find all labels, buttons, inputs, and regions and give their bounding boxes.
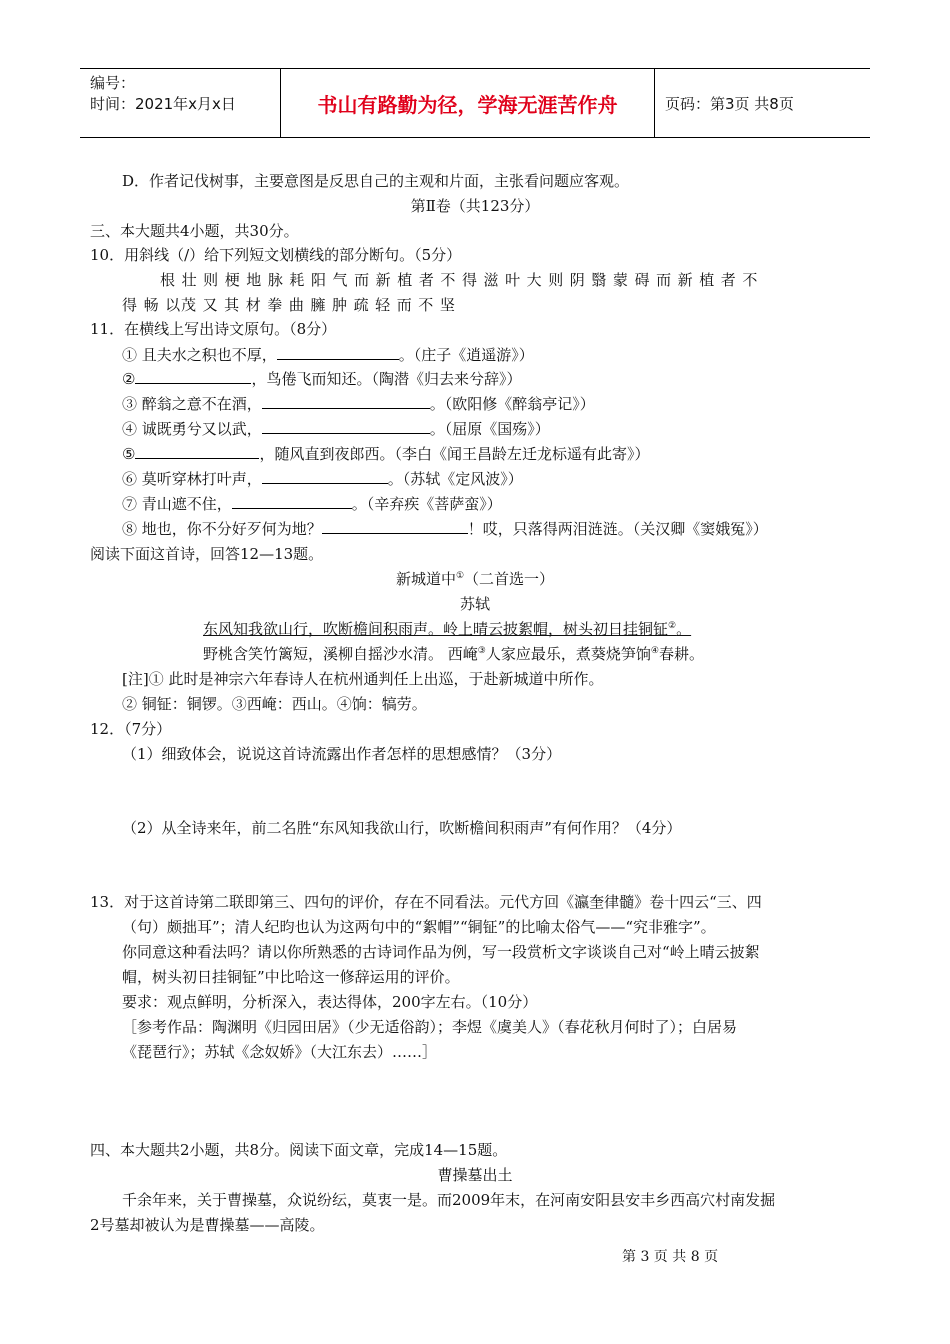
date-label: 时间：2021年x月x日	[90, 95, 236, 113]
question-13-line-3: 你同意这种看法吗？请以你所熟悉的古诗词作品为例，写一段赏析文字谈谈自己对“岭上晴云披絮	[122, 943, 760, 961]
poem-author: 苏轼	[459, 595, 490, 613]
q11-item-6	[122, 468, 523, 490]
q11-item-3-source: 。（欧阳修《醉翁亭记》）	[429, 395, 595, 413]
poem-line-2-b: 人家应最乐，煮葵烧笋饷	[485, 645, 651, 663]
question-13-line-4: 帽，树头初日挂铜钲”中比哈这一修辞运用的评价。	[122, 968, 460, 986]
q11-item-4-blank[interactable]	[262, 418, 430, 434]
poem-note-1: [注]① 此时是神宗六年春诗人在杭州通判任上出巡，于赴新城道中所作。	[122, 670, 604, 688]
q11-item-3-prompt: ③ 醉翁之意不在酒，	[122, 395, 262, 413]
q11-item-1-source: 。（庄子《逍遥游》）	[398, 346, 534, 364]
poem-note-2: ② 铜钲：铜锣。③西崦：西山。④饷：犒劳。	[122, 695, 427, 713]
q11-item-6-prompt: ⑥ 莫听穿林打叶声，	[122, 470, 262, 488]
q11-item-1-prompt: ① 且夫水之积也不厚，	[122, 346, 277, 364]
poem-line-1-end: 。	[676, 620, 692, 638]
header-motto: 书山有路勤为径，学海无涯苦作舟	[281, 69, 655, 137]
question-12-part-2: （2）从全诗来年，前二名胜“东风知我欲山行，吹断檐间积雨声”有何作用？（4分）	[122, 819, 682, 837]
q11-item-7-blank[interactable]	[232, 493, 352, 509]
q11-item-7-source: 。（辛弃疾《菩萨蛮》）	[351, 495, 502, 513]
q11-item-8-source: ！哎，只落得两泪涟涟。（关汉卿《窦娥冤》）	[467, 520, 768, 538]
poem-title-tail: （二首选一）	[464, 570, 555, 588]
q11-item-3	[122, 393, 595, 415]
poem-line-2-note-3: ③	[477, 646, 486, 656]
q11-item-4-source: 。（屈原《国殇》）	[429, 420, 550, 438]
q11-item-5-marker: ⑤	[122, 445, 136, 463]
page-header	[80, 68, 870, 138]
q11-item-8-prompt: ⑧ 地也，你不分好歹何为地？	[122, 520, 322, 538]
q11-item-5	[122, 443, 649, 465]
q11-item-2	[122, 368, 521, 390]
q11-item-4	[122, 418, 550, 440]
reading-instruction: 阅读下面这首诗，回答12—13题。	[90, 545, 324, 563]
q11-item-3-blank[interactable]	[262, 393, 430, 409]
poem-line-2	[203, 643, 704, 665]
poem-line-1-note-marker: ②	[668, 621, 677, 631]
question-10-text-line-1: 根 壮 则 梗 地 脉 耗 阳 气 而 新 植 者 不 得 滋 叶 大 则 阴 翳 蒙 碍 而 新 植 者 不	[160, 271, 759, 289]
q11-item-6-blank[interactable]	[262, 468, 388, 484]
question-13-requirements: 要求：观点鲜明，分析深入，表达得体，200字左右。（10分）	[122, 993, 538, 1011]
q11-item-4-prompt: ④ 诚既勇兮又以武，	[122, 420, 262, 438]
section-3-heading: 三、本大题共4小题，共30分。	[90, 222, 299, 240]
option-d: D．作者记伐树事，主要意图是反思自己的主观和片面，主张看问题应客观。	[122, 172, 630, 190]
poem-title-note-marker: ①	[455, 571, 465, 581]
header-meta	[80, 69, 281, 137]
volume-2-title: 第Ⅱ卷（共123分）	[410, 197, 540, 215]
q11-item-2-source: ，鸟倦飞而知还。（陶潜《归去来兮辞》）	[251, 370, 522, 388]
section-4-heading: 四、本大题共2小题，共8分。阅读下面文章，完成14—15题。	[90, 1141, 508, 1159]
q11-item-2-blank[interactable]	[135, 368, 251, 384]
poem-title	[0, 568, 950, 590]
question-13-line-2: （句）颇拙耳”；清人纪昀也认为这两句中的“絮帽”“铜钲”的比喻太俗气——“究非雅字”。	[122, 918, 716, 936]
q11-item-5-source: ，随风直到夜郎西。（李白《闻王昌龄左迁龙标遥有此寄》）	[259, 445, 650, 463]
poem-title-text: 新城道中	[395, 570, 456, 588]
q11-item-2-marker: ②	[122, 370, 136, 388]
poem-line-1-text: 东风知我欲山行，吹断檐间积雨声。岭上晴云披絮帽，树头初日挂铜钲	[203, 620, 669, 638]
article-title: 曹操墓出土	[437, 1166, 513, 1184]
q11-item-6-source: 。（苏轼《定风波》）	[387, 470, 523, 488]
article-paragraph-line-1: 千余年来，关于曹操墓，众说纷纭，莫衷一是。而2009年末，在河南安阳县安丰乡西高穴村南发掘	[122, 1191, 776, 1209]
question-13-line-1: 13．对于这首诗第二联即第三、四句的评价，存在不同看法。元代方回《瀛奎律髓》卷十四云“三、四	[90, 893, 762, 911]
question-10: 10．用斜线（/）给下列短文划横线的部分断句。（5分）	[90, 246, 462, 264]
q11-item-8-blank[interactable]	[322, 518, 468, 534]
poem-line-1-underlined	[203, 620, 691, 638]
page-footer: 第 3 页 共 8 页	[622, 1249, 719, 1265]
question-13-reference-2: 《琵琶行》；苏轼《念奴娇》（大江东去）……］	[122, 1043, 438, 1061]
question-10-text-line-2: 得 畅 以茂 又 其 材 拳 曲 臃 肿 疏 轻 而 不 坚	[122, 296, 456, 314]
q11-item-5-blank[interactable]	[135, 443, 259, 459]
question-11: 11．在横线上写出诗文原句。（8分）	[90, 320, 337, 338]
poem-line-1	[203, 618, 691, 640]
q11-item-8	[122, 518, 768, 540]
question-13-reference-1: ［参考作品：陶渊明《归园田居》（少无适俗韵）；李煜《虞美人》（春花秋月何时了）；白居易	[122, 1018, 738, 1036]
q11-item-7-prompt: ⑦ 青山遮不住，	[122, 495, 232, 513]
poem-line-2-c: 春耕。	[658, 645, 704, 663]
number-label: 编号：	[90, 74, 136, 92]
q11-item-7	[122, 493, 502, 515]
article-paragraph-line-2: 2号墓却被认为是曹操墓——高陵。	[90, 1216, 325, 1234]
poem-line-2-a: 野桃含笑竹篱短，溪柳自摇沙水清。 西崦	[203, 645, 478, 663]
q11-item-1	[122, 344, 534, 366]
header-page-label: 页码：第3页 共8页	[665, 94, 794, 113]
q11-item-1-blank[interactable]	[277, 344, 399, 360]
poem-line-2-note-4: ④	[650, 646, 659, 656]
question-12: 12．（7分）	[90, 720, 172, 738]
question-12-part-1: （1）细致体会，说说这首诗流露出作者怎样的思想感情？（3分）	[122, 745, 562, 763]
